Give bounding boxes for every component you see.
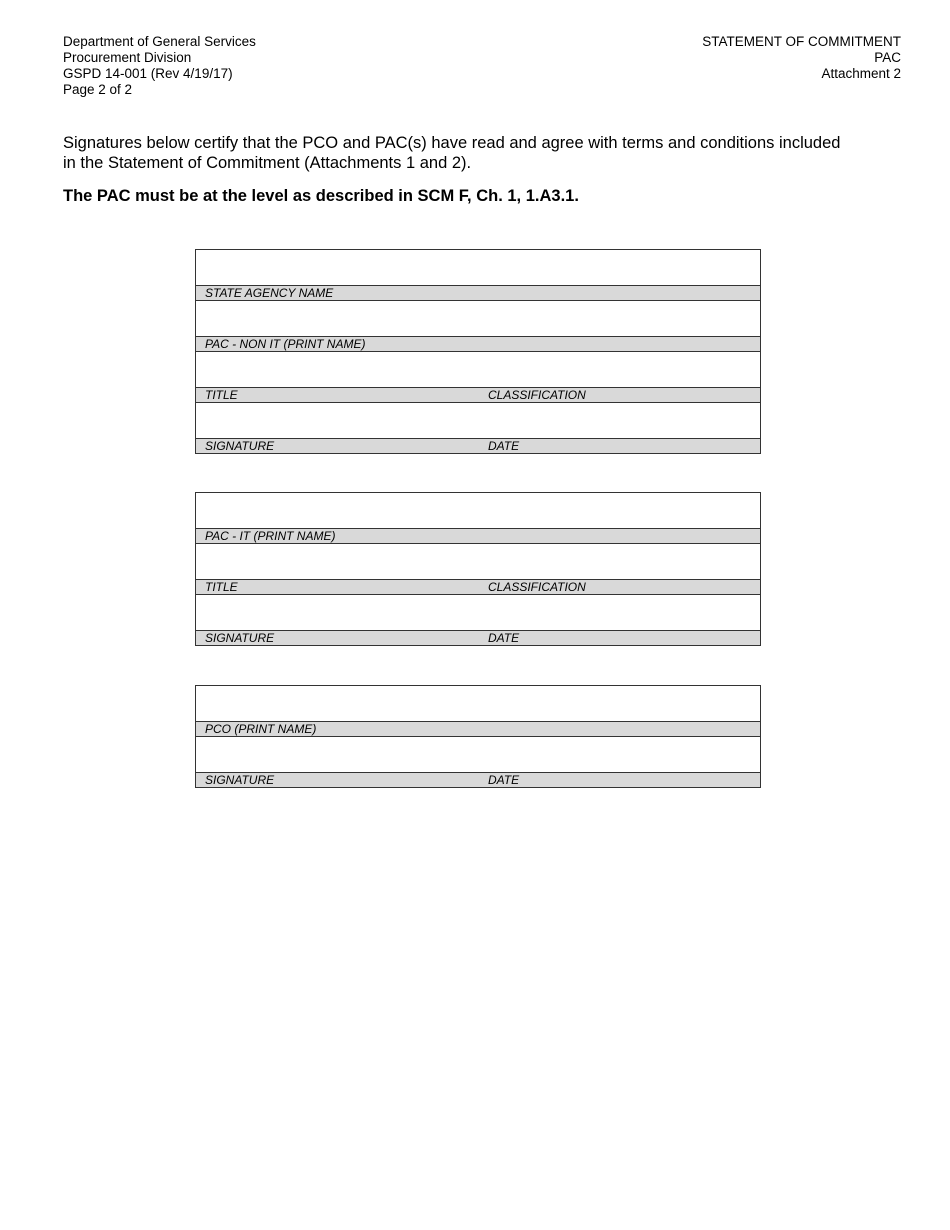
- header-left: [63, 34, 256, 98]
- field-label-row: [196, 721, 760, 737]
- header-right: [702, 34, 901, 82]
- pac-level-note: The PAC must be at the level as described in SCM F, Ch. 1, 1.A3.1.: [63, 187, 579, 205]
- date-label: DATE: [488, 631, 520, 645]
- pco-name-label: PCO (PRINT NAME): [205, 722, 317, 736]
- pac-non-it-name-field[interactable]: [196, 301, 760, 336]
- signature-label: SIGNATURE: [205, 631, 275, 645]
- header-doc-title: STATEMENT OF COMMITMENT: [702, 34, 901, 49]
- signature-label: SIGNATURE: [205, 773, 275, 787]
- signature-date-field[interactable]: [196, 403, 760, 438]
- header-department: Department of General Services: [63, 34, 256, 49]
- signature-date-field[interactable]: [196, 595, 760, 630]
- field-label-row: [196, 630, 760, 645]
- title-classification-field[interactable]: [196, 544, 760, 579]
- pac-it-form: [195, 492, 761, 646]
- header-attachment: Attachment 2: [821, 66, 901, 81]
- intro-text: [63, 133, 893, 173]
- header-form-number: GSPD 14-001 (Rev 4/19/17): [63, 66, 233, 81]
- pac-it-name-field[interactable]: [196, 493, 760, 528]
- field-label-row: [196, 772, 760, 787]
- intro-line-2: in the Statement of Commitment (Attachments 1 and 2).: [63, 154, 472, 172]
- signature-label: SIGNATURE: [205, 439, 275, 453]
- header-page-number: Page 2 of 2: [63, 82, 133, 97]
- field-label-row: [196, 579, 760, 595]
- header-division: Procurement Division: [63, 50, 192, 65]
- header-doc-type: PAC: [874, 50, 901, 65]
- pco-form: [195, 685, 761, 788]
- field-label-row: [196, 528, 760, 544]
- field-label-row: [196, 336, 760, 352]
- field-label-row: [196, 285, 760, 301]
- classification-label: CLASSIFICATION: [488, 388, 586, 402]
- date-label: DATE: [488, 439, 520, 453]
- field-label-row: [196, 438, 760, 453]
- pac-it-name-label: PAC - IT (PRINT NAME): [205, 529, 336, 543]
- state-agency-name-label: STATE AGENCY NAME: [205, 286, 334, 300]
- pac-non-it-form: [195, 249, 761, 454]
- title-classification-field[interactable]: [196, 352, 760, 387]
- signature-date-field[interactable]: [196, 737, 760, 772]
- date-label: DATE: [488, 773, 520, 787]
- title-label: TITLE: [205, 388, 238, 402]
- field-label-row: [196, 387, 760, 403]
- pac-non-it-name-label: PAC - NON IT (PRINT NAME): [205, 337, 366, 351]
- state-agency-name-field[interactable]: [196, 250, 760, 285]
- title-label: TITLE: [205, 580, 238, 594]
- classification-label: CLASSIFICATION: [488, 580, 586, 594]
- pco-name-field[interactable]: [196, 686, 760, 721]
- intro-line-1: Signatures below certify that the PCO and PAC(s) have read and agree with terms and conditions included: [63, 134, 841, 152]
